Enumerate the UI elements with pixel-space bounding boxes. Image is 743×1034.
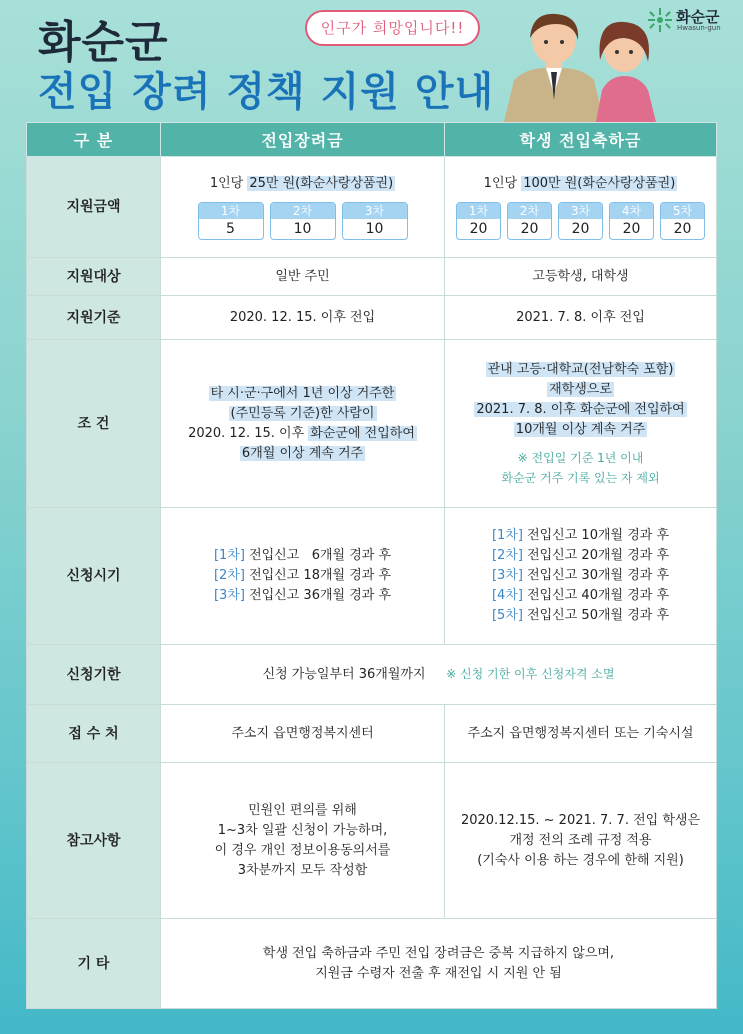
standard-right: 2021. 7. 8. 이후 전입 (445, 296, 717, 340)
list-item: [3차] 전입신고 30개월 경과 후 (491, 568, 670, 583)
list-item: [5차] 전입신고 50개월 경과 후 (491, 608, 670, 623)
apply-time-right (445, 508, 717, 645)
subtitle-part-b: 지원 안내 (320, 69, 495, 115)
row-label: 조 건 (27, 340, 161, 508)
table-row (27, 919, 717, 1009)
header-category: 구 분 (27, 123, 161, 157)
office-left: 주소지 읍면행정복지센터 (161, 705, 445, 763)
apply-time-left (161, 508, 445, 645)
reference-left: 민원인 편의를 위해 1~3차 일괄 신청이 가능하며, 이 경우 개인 정보이용동의서를 3차분까지 모두 작성함 (161, 763, 445, 919)
office-right: 주소지 읍면행정복지센터 또는 기숙시설 (445, 705, 717, 763)
table-row (27, 645, 717, 705)
step-row (161, 202, 444, 240)
amount-cell-right (445, 157, 717, 258)
amount-title: 1인당 25만 원(화순사랑상품권) (209, 176, 394, 191)
couple-illustration (496, 10, 671, 122)
table-row (27, 340, 717, 508)
deadline-cell (161, 645, 717, 705)
step-box: 2차 20 (507, 202, 552, 240)
row-label: 기 타 (27, 919, 161, 1009)
row-label: 참고사항 (27, 763, 161, 919)
deadline-note: ※ 신청 기한 이후 신청자격 소멸 (446, 667, 615, 681)
list-item: [4차] 전입신고 40개월 경과 후 (491, 588, 670, 603)
header (0, 0, 743, 122)
deadline-text: 신청 가능일부터 36개월까지 (262, 667, 426, 682)
table-header-row (27, 123, 717, 157)
step-box: 3차 20 (558, 202, 603, 240)
target-left: 일반 주민 (161, 258, 445, 296)
table-row (27, 157, 717, 258)
table-row (27, 763, 717, 919)
amount-cell-left (161, 157, 445, 258)
list-item: [1차] 전입신고 10개월 경과 후 (491, 528, 670, 543)
slogan-bubble: 인구가 희망입니다!! (305, 10, 480, 46)
logo-text: 화순군 (676, 8, 720, 26)
page-title: 화순군 (38, 17, 169, 68)
row-label: 지원기준 (27, 296, 161, 340)
standard-left: 2020. 12. 15. 이후 전입 (161, 296, 445, 340)
table-row (27, 508, 717, 645)
policy-table (26, 122, 716, 1009)
row-label: 신청기한 (27, 645, 161, 705)
row-label: 접 수 처 (27, 705, 161, 763)
page-subtitle (38, 60, 494, 117)
table-row (27, 705, 717, 763)
step-box: 5차 20 (660, 202, 705, 240)
header-relocation-grant: 전입장려금 (161, 123, 445, 157)
row-label: 지원대상 (27, 258, 161, 296)
reference-right: 2020.12.15. ~ 2021. 7. 7. 전입 학생은 개정 전의 조례 규정 적용 (기숙사 이용 하는 경우에 한해 지원) (445, 763, 717, 919)
condition-left: 타 시·군·구에서 1년 이상 거주한 (주민등록 기준)한 사람이 2020. 12. 15. 이후 화순군에 전입하여 6개월 이상 계속 거주 (161, 340, 445, 508)
step-box: 1차 20 (456, 202, 501, 240)
logo-subtext: Hwasun-gun (677, 24, 721, 32)
target-right: 고등학생, 대학생 (445, 258, 717, 296)
list-item: [1차] 전입신고 6개월 경과 후 (213, 548, 392, 563)
step-row (445, 202, 716, 240)
amount-title: 1인당 100만 원(화순사랑상품권) (483, 176, 676, 191)
row-label: 지원금액 (27, 157, 161, 258)
header-student-grant: 학생 전입축하금 (445, 123, 717, 157)
list-item: [2차] 전입신고 18개월 경과 후 (213, 568, 392, 583)
list-item: [2차] 전입신고 20개월 경과 후 (491, 548, 670, 563)
table-row (27, 296, 717, 340)
step-box: 3차 10 (342, 202, 408, 240)
condition-note: 화순군 거주 기록 있는 자 제외 (501, 470, 660, 485)
condition-right: 관내 고등·대학교(전남학숙 포함) 재학생으로 2021. 7. 8. 이후 화순군에 전입하여 10개월 이상 계속 거주 ※ 전입일 기준 1년 이내 화순군 거주 기록 있는 자 제외 (445, 340, 717, 508)
row-label: 신청시기 (27, 508, 161, 645)
etc-cell: 학생 전입 축하금과 주민 전입 장려금은 중복 지급하지 않으며, 지원금 수령자 전출 후 재전입 시 지원 안 됨 (161, 919, 717, 1009)
step-box: 1차 5 (198, 202, 264, 240)
step-box: 4차 20 (609, 202, 654, 240)
step-box: 2차 10 (270, 202, 336, 240)
subtitle-part-a: 전입 장려 정책 (38, 69, 306, 115)
table-row (27, 258, 717, 296)
list-item: [3차] 전입신고 36개월 경과 후 (213, 588, 392, 603)
condition-note: ※ 전입일 기준 1년 이내 (517, 450, 644, 465)
